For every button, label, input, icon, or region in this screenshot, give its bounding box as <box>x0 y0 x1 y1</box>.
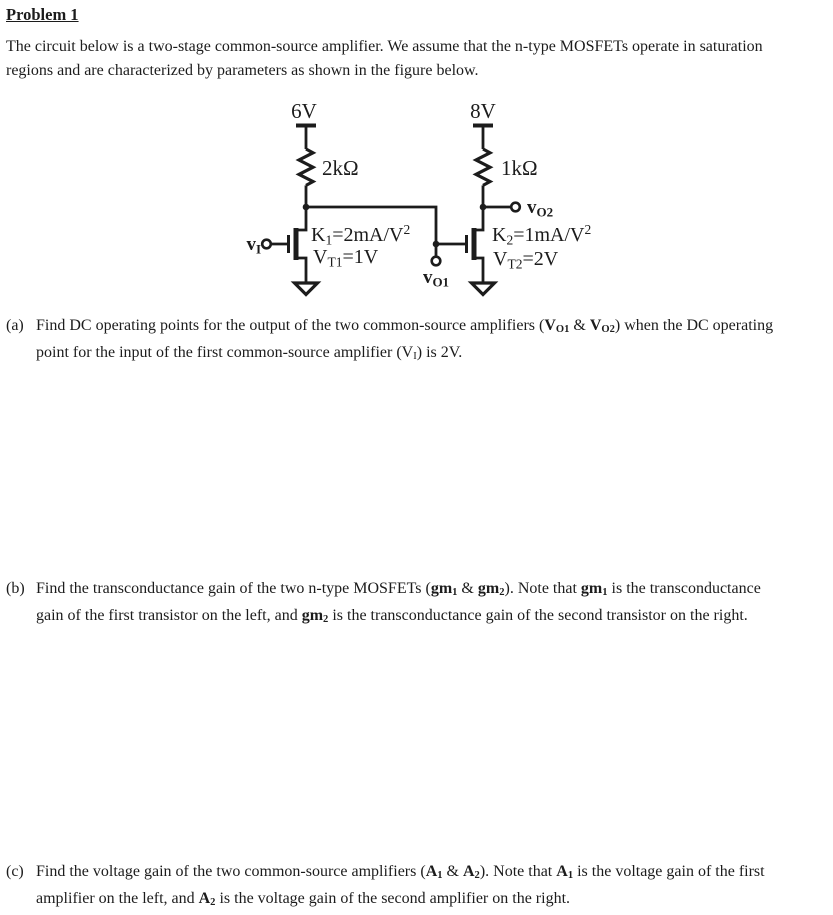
resistor1-icon <box>299 149 313 185</box>
vo2-label: $v_{O2}$ <box>527 197 554 220</box>
question-a-label: (a) <box>6 317 24 334</box>
ground1-icon <box>295 283 318 295</box>
text-line: Find the voltage gain of the two common-source amplifiers (A1 & A2). Note that A1 is the voltage gain of the first <box>36 863 765 881</box>
question-b-label: (b) <box>6 580 25 597</box>
mosfet2-icon <box>467 207 484 283</box>
resistor2-icon <box>476 149 490 185</box>
question-b-text <box>6 577 830 632</box>
mosfet1-k-label: $K_1=2mA/V^2$ <box>311 222 411 248</box>
ground2-icon <box>472 283 495 295</box>
problem-statement <box>6 35 830 82</box>
mosfet2-vt-label: $V_{T2}=2V$ <box>493 248 559 272</box>
text-line: point for the input of the first common-source amplifier (VI) is 2V. <box>36 344 463 363</box>
mosfet2-source-lead <box>474 258 483 283</box>
mosfet2-k-label: $K_2=1mA/V^2$ <box>492 222 592 248</box>
question-c-text <box>6 860 830 915</box>
mosfet1-vt-label: $V_{T1}=1V$ <box>313 246 379 270</box>
text-line: The circuit below is a two-stage common-source amplifier. We assume that the n-type MOSFETs operate in saturation <box>6 38 763 55</box>
vo1-label: $v_{O1}$ <box>422 267 450 290</box>
text-line: Find DC operating points for the output of the two common-source amplifiers (VO1 & VO2) when the DC operating <box>36 317 774 335</box>
vo1-terminal-icon <box>432 257 441 266</box>
question-c-label: (c) <box>6 863 24 880</box>
resistor2-label: 1kΩ <box>501 156 538 180</box>
text-line: gain of the first transistor on the left, and gm2 is the transconductance gain of the second transistor on the right. <box>36 607 748 626</box>
question-c <box>6 860 830 915</box>
mosfet1-source-lead <box>296 258 306 283</box>
stage1 <box>246 99 410 295</box>
mosfet2-drain-lead <box>474 207 483 230</box>
vo2-terminal-icon <box>511 203 520 212</box>
problem-title: Problem 1 <box>6 5 79 24</box>
text-line: regions and are characterized by parameters as shown in the figure below. <box>6 61 479 79</box>
resistor1-label: 2kΩ <box>322 156 359 180</box>
question-a-text <box>6 314 830 369</box>
question-a <box>6 314 830 369</box>
mosfet1-drain-lead <box>296 207 306 230</box>
mosfet1-icon <box>271 207 306 283</box>
vin-terminal-icon <box>262 240 271 249</box>
circuit-diagram <box>230 95 600 310</box>
text-line: Find the transconductance gain of the two n-type MOSFETs (gm1 & gm2). Note that gm1 is the transconductance <box>36 580 761 598</box>
question-b <box>6 577 830 632</box>
text-line: amplifier on the left, and A2 is the voltage gain of the second amplifier on the right. <box>36 890 571 909</box>
stage2 <box>467 99 592 295</box>
supply2-label: 8V <box>470 99 496 123</box>
vin-label: $v_I$ <box>246 234 261 257</box>
supply1-label: 6V <box>291 99 317 123</box>
